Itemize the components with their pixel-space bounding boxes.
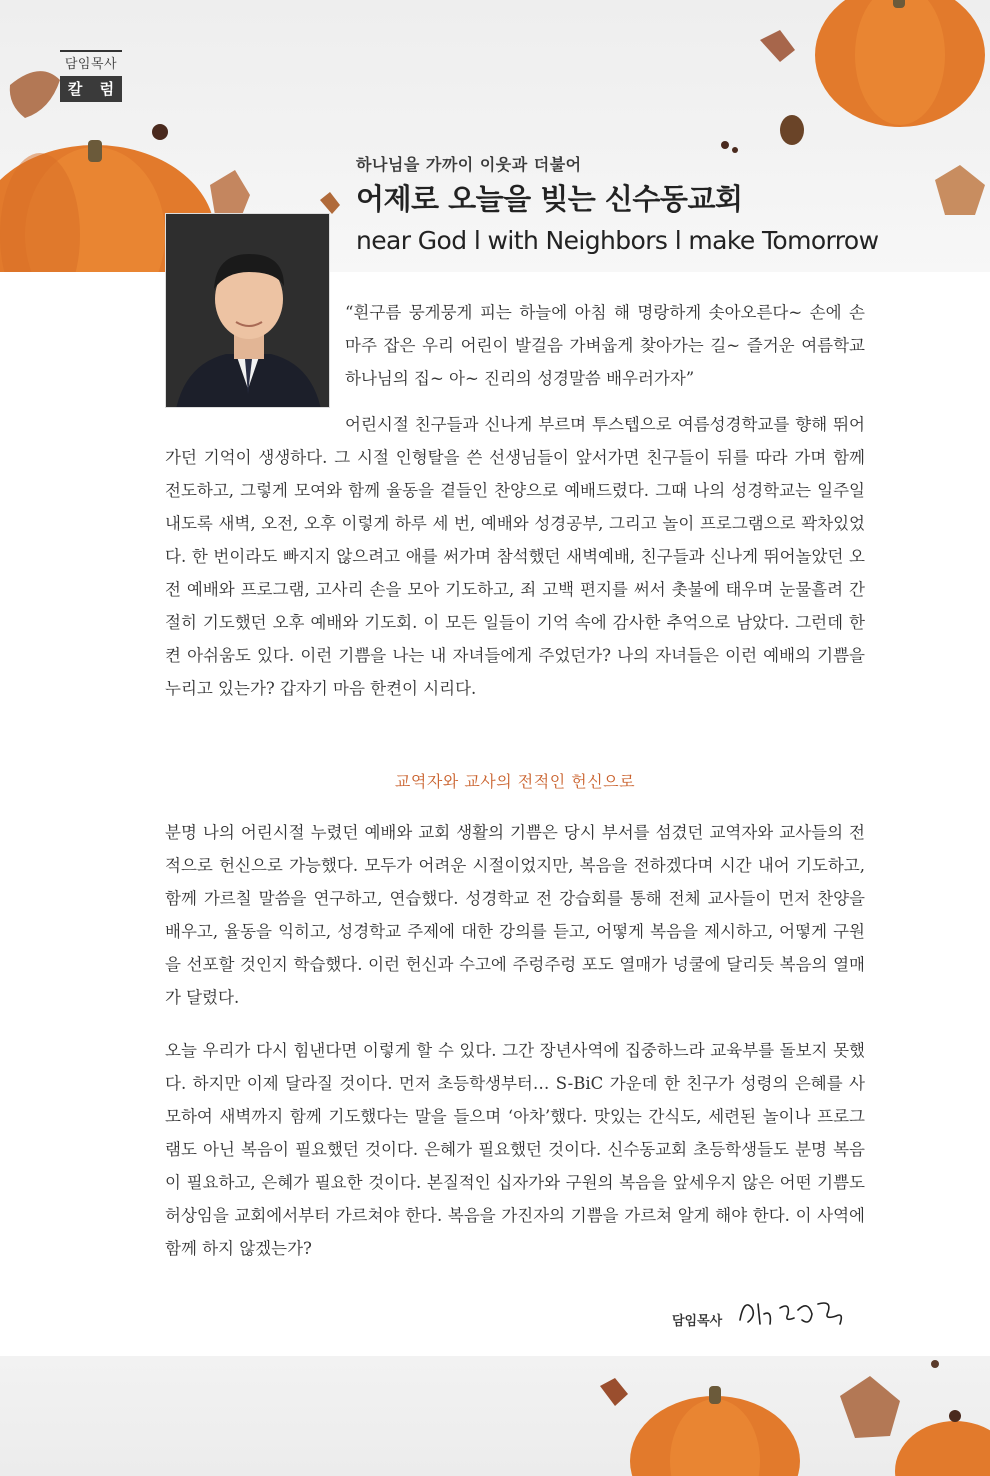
portrait-icon	[166, 214, 330, 408]
pumpkin-icon	[815, 0, 985, 127]
bottom-decoration	[0, 1356, 990, 1476]
autumn-decoration-bottom	[0, 1356, 990, 1476]
english-slogan: near God l with Neighbors l make Tomorrow	[356, 226, 879, 255]
subtitle: 하나님을 가까이 이웃과 더불어	[356, 155, 582, 174]
article-paragraph: 분명 나의 어린시절 누렸던 예배와 교회 생활의 기쁨은 당시 부서를 섬겼던 교역자와 교사들의 전적으로 헌신으로 가능했다. 모두가 어려운 시절이었지만, 복음을 전하겠다며 시간 내어 기도하고, 함께 가르칠 말씀을 연구하고, 연습했다. 성경학교 전 강습회를 통해 전체 교사들이 먼저 찬양을 배우고, 율동을 익히고, 성경학교 주제에 대한 강의를 듣고, 어떻게 복음을 제시하고, 어떻게 구원을 선포할 것인지 학습했다. 이런 헌신과 수고에 주렁주렁 포도 열매가 넝쿨에 달리듯 복음의 열매가 달렸다.	[165, 823, 865, 1007]
opening-quote: “흰구름 뭉게뭉게 피는 하늘에 아침 해 명랑하게 솟아오른다~ 손에 손 마주 잡은 우리 어린이 발걸음 가벼웁게 찾아가는 길~ 즐거운 여름학교 하나님의 집~ 아~ 진리의 성경말씀 배우러가자”	[345, 303, 865, 388]
column-badge: 칼 럼	[60, 76, 122, 102]
pumpkin-icon	[895, 1421, 990, 1476]
pastor-photo	[165, 213, 330, 408]
page-title: 어제로 오늘을 빚는 신수동교회	[356, 182, 743, 216]
pastor-label: 담임목사	[64, 57, 118, 72]
label-rule	[60, 50, 122, 52]
header	[356, 152, 896, 255]
article-paragraph: 오늘 우리가 다시 힘낸다면 이렇게 할 수 있다. 그간 장년사역에 집중하느라 교육부를 돌보지 못했다. 하지만 이제 달라질 것이다. 먼저 초등학생부터… S-BiC 가운데 한 친구가 성령의 은혜를 사모하여 새벽까지 함께 기도했다는 말을 들으며 ‘아차’했다. 맛있는 간식도, 세련된 놀이나 프로그램도 아닌 복음이 필요했던 것이다. 은혜가 필요했던 것이다. 신수동교회 초등학생들도 분명 복음이 필요하고, 은혜가 필요한 것이다. 본질적인 십자가와 구원의 복음을 앞세우지 않은 어떤 기쁨도 허상임을 교회에서부터 가르쳐야 한다. 복음을 가진자의 기쁨을 가르쳐 알게 해야 한다. 이 사역에 함께 하지 않겠는가?	[165, 1041, 865, 1258]
signature-label: 담임목사	[672, 1314, 723, 1329]
signature-icon	[732, 1290, 852, 1335]
article-paragraph: 어린시절 친구들과 신나게 부르며 투스텝으로 여름성경학교를 향해 뛰어가던 기억이 생생하다. 그 시절 인형탈을 쓴 선생님들이 앞서가면 친구들이 뒤를 따라 가며 함께 전도하고, 그렇게 모여와 함께 율동을 곁들인 찬양으로 예배드렸다. 그때 나의 성경학교는 일주일 내도록 새벽, 오전, 오후 이렇게 하루 세 번, 예배와 성경공부, 그리고 놀이 프로그램으로 꽉차있었다. 한 번이라도 빠지지 않으려고 애를 써가며 참석했던 새벽예배, 친구들과 신나게 뛰어놀았던 오전 예배와 프로그램, 고사리 손을 모아 기도하고, 죄 고백 편지를 써서 촛불에 태우며 눈물흘려 간절히 기도했던 오후 예배와 기도회. 이 모든 일들이 기억 속에 감사한 추억으로 남았다. 그런데 한켠 아쉬움도 있다. 이런 기쁨을 나는 내 자녀들에게 주었던가? 나의 자녀들은 이런 예배의 기쁨을 누리고 있는가? 갑자기 마음 한켠이 시리다.	[165, 415, 865, 698]
section-heading: 교역자와 교사의 전적인 헌신으로	[394, 772, 636, 791]
pumpkin-icon	[630, 1386, 800, 1476]
column-label	[60, 50, 122, 102]
signature-block	[672, 1296, 872, 1336]
